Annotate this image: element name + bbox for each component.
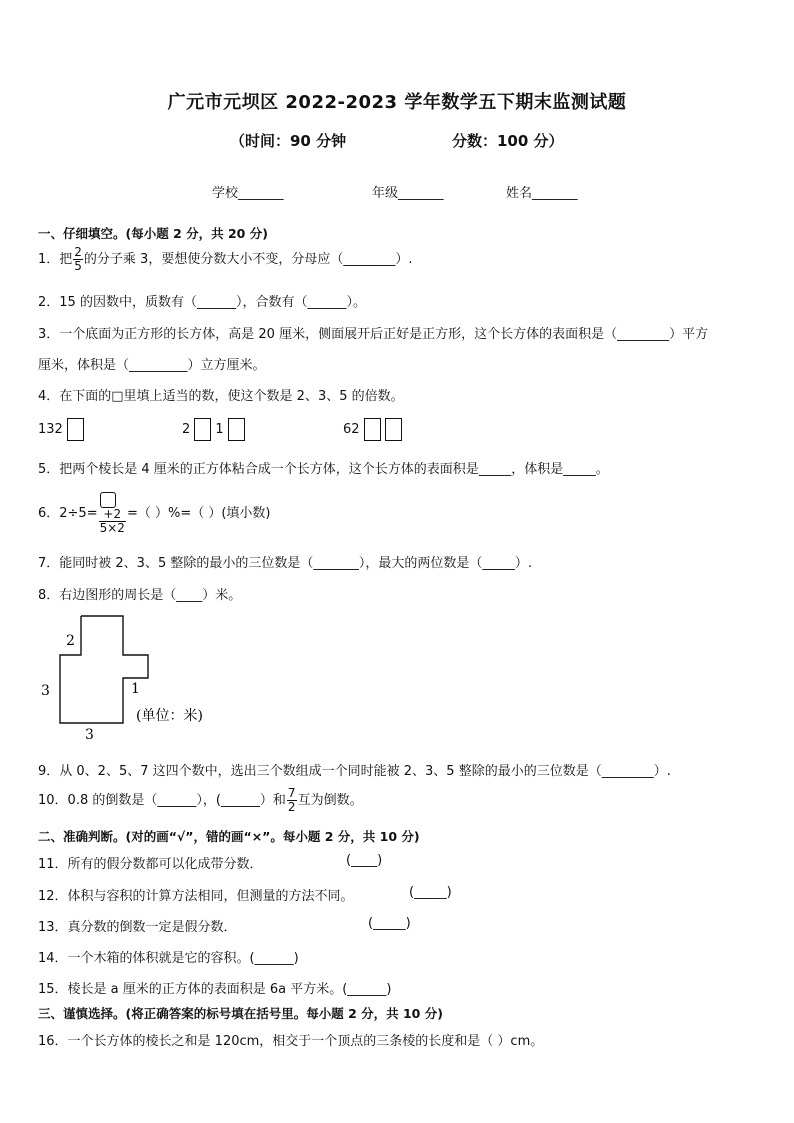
question-9: 9．从 0、2、5、7 这四个数中，选出三个数组成一个同时能被 2、3、5 整除的最小的三位数是（________）. — [38, 764, 671, 779]
figure-label-bottom: 3 — [85, 727, 94, 743]
q1-denominator: 5 — [74, 259, 82, 273]
q12-answer-blank[interactable]: (_____) — [409, 885, 452, 900]
question-10 — [38, 787, 363, 814]
q6-blank-box[interactable] — [100, 492, 116, 508]
q6-denominator: 5×2 — [99, 521, 125, 535]
q13-answer-blank[interactable]: (_____) — [368, 916, 411, 931]
q4-number-132: 132 — [38, 422, 63, 437]
question-7: 7．能同时被 2、3、5 整除的最小的三位数是（_______），最大的两位数是（_____）. — [38, 556, 532, 571]
school-field: 学校_______ — [212, 186, 284, 201]
question-5: 5．把两个棱长是 4 厘米的正方体粘合成一个长方体，这个长方体的表面积是_____，体积是_____。 — [38, 462, 609, 477]
question-1 — [38, 246, 412, 273]
question-14: 14．一个木箱的体积就是它的容积。(______) — [38, 951, 299, 966]
section-2-heading: 二、准确判断。(对的画“√”，错的画“×”。每小题 2 分，共 10 分) — [38, 829, 420, 844]
q4-item-3 — [343, 418, 402, 441]
q6-numerator — [99, 492, 126, 522]
q10-prefix: 10．0.8 的倒数是（______），(______）和 — [38, 793, 286, 808]
q11-answer-blank[interactable]: (____) — [346, 853, 383, 868]
question-2: 2．15 的因数中，质数有（______），合数有（______）。 — [38, 295, 366, 310]
q6-fraction — [99, 492, 126, 535]
question-11: 11．所有的假分数都可以化成带分数． — [38, 857, 263, 872]
figure-label-top: 2 — [66, 633, 75, 649]
question-3-line1: 3．一个底面为正方形的长方体，高是 20 厘米，侧面展开后正好是正方形，这个长方体的表面积是（________）平方 — [38, 327, 709, 342]
section-3-heading: 三、谨慎选择。(将正确答案的标号填在括号里。每小题 2 分，共 10 分) — [38, 1006, 443, 1021]
figure-unit-label: (单位：米) — [136, 708, 203, 724]
q4-blank-box[interactable] — [228, 418, 245, 441]
q1-prefix: 1．把 — [38, 252, 73, 267]
q6-suffix: =（ ）%=（ ）(填小数) — [126, 506, 271, 521]
exam-time: （时间：90 分钟 — [230, 132, 347, 150]
q10-fraction — [287, 787, 297, 814]
question-15: 15．棱长是 a 厘米的正方体的表面积是 6a 平方米。(______) — [38, 982, 392, 997]
section-1-heading: 一、仔细填空。(每小题 2 分，共 20 分) — [38, 226, 268, 241]
q6-prefix: 6．2÷5= — [38, 506, 98, 521]
q4-blank-box[interactable] — [364, 418, 381, 441]
exam-score: 分数：100 分） — [452, 132, 564, 150]
q4-blank-box[interactable] — [385, 418, 402, 441]
q4-digit-2: 2 — [182, 422, 191, 437]
figure-label-left: 3 — [41, 683, 50, 699]
q1-suffix: 的分子乘 3，要想使分数大小不变，分母应（________）. — [83, 252, 413, 267]
perimeter-figure — [38, 608, 238, 743]
q1-fraction — [73, 246, 83, 273]
q10-suffix: 互为倒数。 — [297, 793, 363, 808]
figure-label-right: 1 — [131, 681, 140, 697]
q4-blank-box[interactable] — [67, 418, 84, 441]
q6-numerator-text: +2 — [103, 507, 122, 521]
question-4: 4．在下面的□里填上适当的数，使这个数是 2、3、5 的倍数。 — [38, 389, 404, 404]
q10-denominator: 2 — [287, 800, 296, 814]
grade-field: 年级_______ — [372, 186, 444, 201]
q4-item-2 — [182, 418, 245, 441]
q4-blank-box[interactable] — [194, 418, 211, 441]
q4-number-62: 62 — [343, 422, 360, 437]
name-field: 姓名_______ — [506, 186, 578, 201]
question-16: 16．一个长方体的棱长之和是 120cm，相交于一个顶点的三条棱的长度和是（ ）cm。 — [38, 1034, 544, 1049]
question-8: 8．右边图形的周长是（____）米。 — [38, 588, 242, 603]
question-12: 12．体积与容积的计算方法相同，但测量的方法不同。 — [38, 889, 354, 904]
question-13: 13．真分数的倒数一定是假分数． — [38, 920, 237, 935]
page-title: 广元市元坝区 2022-2023 学年数学五下期末监测试题 — [167, 92, 627, 113]
q4-item-1 — [38, 418, 84, 441]
q10-numerator: 7 — [287, 786, 296, 800]
question-3-line2: 厘米，体积是（_________）立方厘米。 — [38, 358, 266, 373]
question-6 — [38, 492, 270, 535]
q1-numerator: 2 — [74, 245, 82, 259]
q4-digit-1: 1 — [215, 422, 224, 437]
